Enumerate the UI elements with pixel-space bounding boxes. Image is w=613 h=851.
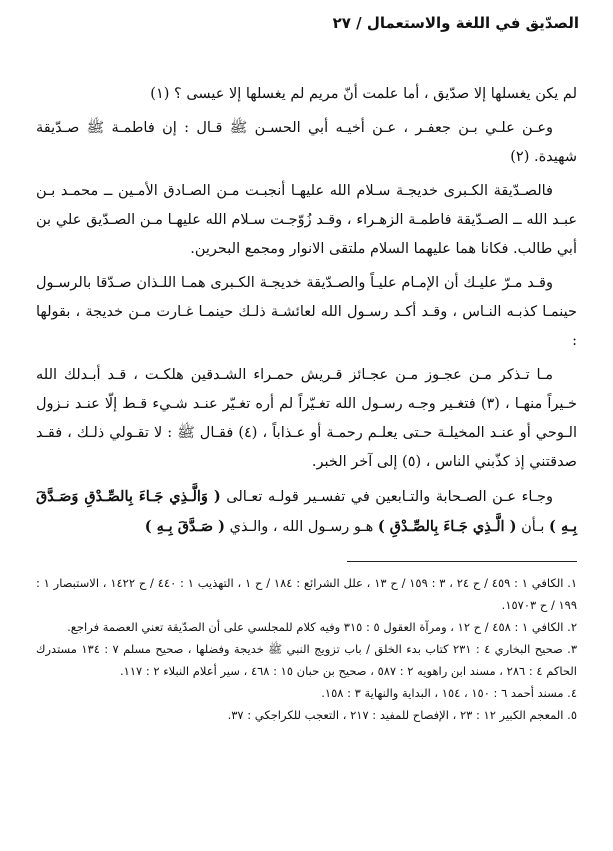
- paragraph-6: [36, 482, 577, 542]
- paragraph-5: مـا تـذكر مـن عجـوز مـن عجـائز قـريش حمـراء الشـدقين هلكـت ، قـد أبـدلك الله خـيراً منهـا ، (٣) فتغـير وجـه رسـول الله تغـيّراً لم أره تغـيّر عنـد شـيء قـط إلّا عنـد نـزول الـوحي أو عنـد المخيلـة حـتى يعلـم رحمـة أو عـذاباً ، (٤) فقـال ﷺ : لا تقـولي ذلـك ، فقـد صدقتني إذ كذّبني الناس ، (٥) إلى آخر الخبر.: [36, 367, 578, 470]
- running-header: الصدّيق في اللغة والاستعمال / ٢٧: [332, 14, 579, 32]
- footnotes: [36, 572, 577, 726]
- paragraph-6-intro: وجـاء عـن الصـحابة والتـابعين في تفسـير قولـه تعـالى: [226, 489, 554, 505]
- quran-quote-3: ( صَـدَّقَ بِـهِ ): [144, 518, 226, 535]
- paragraph-6-mid: هـو رسـول الله ، والـذي: [229, 519, 374, 535]
- quran-quote-2: ( الَّـذِي جَـاءَ بِالصِّـدْقِ ): [377, 518, 517, 535]
- paragraph-4: وقـد مـرّ عليـك أن الإمـام عليـاً والصـدّيقة خديجـة الكـبرى همـا اللـذان صـدّقا بالرسـول حينمـا كذبـه النـاس ، وقـد أكـد رسـول الله لعائشـة ذلـك حينمـا غـارت مـن خديجة ، بقولها :: [36, 275, 577, 349]
- footnote-separator: [347, 561, 577, 562]
- footnote-5: ٥. المعجم الكبير ١٢ : ٢٣ ، الإفصاح للمفيد : ٢١٧ ، التعجب للكراجكي : ٣٧.: [227, 708, 577, 722]
- quran-quote-1: ( وَالَّـذِي جَـاءَ بِالصِّـدْقِ وَصَـدَّقَ بِـهِ ): [36, 488, 577, 535]
- footnote-1: ١. الكافي ١ : ٤٥٩ / ح ٢٤ ، ٣ : ١٥٩ / ح ١٣ ، علل الشرائع : ١٨٤ / ح ١ ، التهذيب ١ : ٤٤٠ / ح ١٤٢٢ ، الاستبصار ١ : ١٩٩ / ح ١٥٧٠٣.: [36, 576, 578, 612]
- main-text: [36, 80, 577, 547]
- paragraph-2: وعـن علـي بـن جعفـر ، عـن أخيـه أبي الحسـن ﷺ قـال : إن فاطمـة ﷺ صـدّيقة شهيدة. (٢): [36, 120, 577, 165]
- footnote-3: ٣. صحيح البخاري ٤ : ٢٣١ كتاب بدء الخلق / باب تزويج النبي ﷺ خديجة وفضلها ، صحيح مسلم ٧ : ١٣٤ مستدرك الحاكم ٤ : ٢٨٦ ، مسند ابن راهويه ٢ : ٥٨٧ ، صحيح بن حبان ١٥ : ٤٦٨ ، سير أعلام النبلاء ٢ : ١١٧.: [36, 642, 578, 678]
- paragraph-3: فالصـدّيقة الكـبرى خديجـة سـلام الله عليهـا أنجبـت مـن الصـادق الأمـين ــ محمـد بـن عبـد الله ــ الصـدّيقة فاطمـة الزهـراء ، وقـد زُوّجـت سـلام الله عليهـا مـن الصـدّيق علي بن أبي طالب. فكانا هما عليهما السلام ملتقى الانوار ومجمع البحرين.: [36, 183, 577, 257]
- footnote-2: ٢. الكافي ١ : ٤٥٨ / ح ١٢ ، ومرآة العقول ٥ : ٣١٥ وفيه كلام للمجلسي على أن الصدّيقة تعني العصمة فراجع.: [67, 620, 577, 634]
- paragraph-1: لم يكن يغسلها إلا صدّيق ، أما علمت أنّ مريم لم يغسلها إلا عيسى ؟ (١): [150, 86, 577, 102]
- paragraph-6-bian: بـأن: [521, 519, 545, 535]
- footnote-4: ٤. مسند أحمد ٦ : ١٥٠ ، ١٥٤ ، البداية والنهاية ٣ : ١٥٨.: [321, 686, 577, 700]
